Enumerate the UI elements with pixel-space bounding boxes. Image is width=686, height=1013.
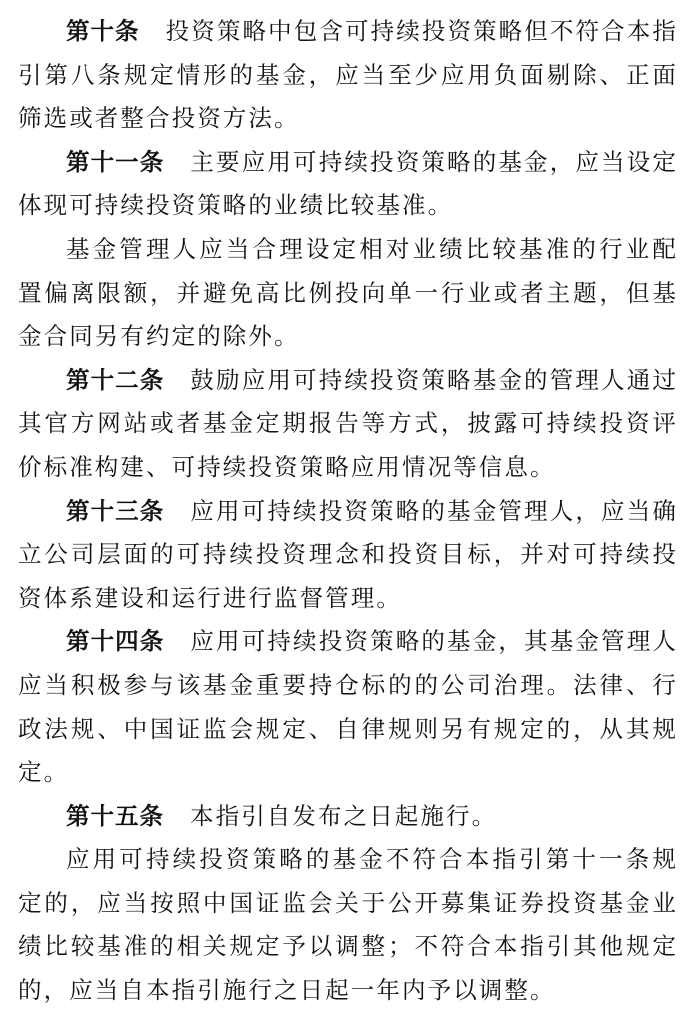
article-15-continuation-paragraph: [18, 838, 678, 1012]
article-12-paragraph: [18, 359, 678, 490]
article-11-continuation-paragraph: [18, 228, 678, 359]
paragraph-text: 投资策略中包含可持续投资策略但不符合本指引第八条规定情形的基金，应当至少应用负面剔除、正面筛选或者整合投资方法。: [18, 17, 679, 133]
article-10-paragraph: [18, 10, 678, 141]
article-14-paragraph: [18, 620, 678, 794]
article-15-paragraph: [18, 795, 678, 839]
paragraph-text: 主要应用可持续投资策略的基金，应当设定体现可持续投资策略的业绩比较基准。: [18, 147, 678, 220]
paragraph-text: 基金管理人应当合理设定相对业绩比较基准的行业配置偏离限额，并避免高比例投向单一行业或者主题，但基金合同另有约定的除外。: [18, 234, 678, 351]
article-number: 第十五条: [66, 801, 164, 830]
paragraph-text: 应用可持续投资策略的基金管理人，应当确立公司层面的可持续投资理念和投资目标，并对可持续投资体系建设和运行进行监督管理。: [18, 496, 678, 612]
article-number: 第十三条: [66, 496, 165, 525]
article-number: 第十四条: [66, 627, 165, 656]
article-number: 第十一条: [66, 147, 165, 176]
article-number: 第十二条: [66, 365, 165, 394]
article-number: 第十条: [66, 17, 140, 45]
article-11-paragraph: [18, 141, 678, 228]
article-13-paragraph: [18, 490, 678, 621]
paragraph-text: 应用可持续投资策略的基金，其基金管理人应当积极参与该基金重要持仓标的的公司治理。法律、行政法规、中国证监会规定、自律规则另有规定的，从其规定。: [18, 627, 678, 787]
paragraph-text: 应用可持续投资策略的基金不符合本指引第十一条规定的，应当按照中国证监会关于公开募集证券投资基金业绩比较基准的相关规定予以调整；不符合本指引其他规定的，应当自本指引施行之日起一年内予以调整。: [18, 845, 678, 1005]
paragraph-text: 本指引自发布之日起施行。: [190, 801, 498, 830]
paragraph-text: 鼓励应用可持续投资策略基金的管理人通过其官方网站或者基金定期报告等方式，披露可持续投资评价标准构建、可持续投资策略应用情况等信息。: [18, 365, 678, 481]
document-body: [18, 10, 678, 1013]
